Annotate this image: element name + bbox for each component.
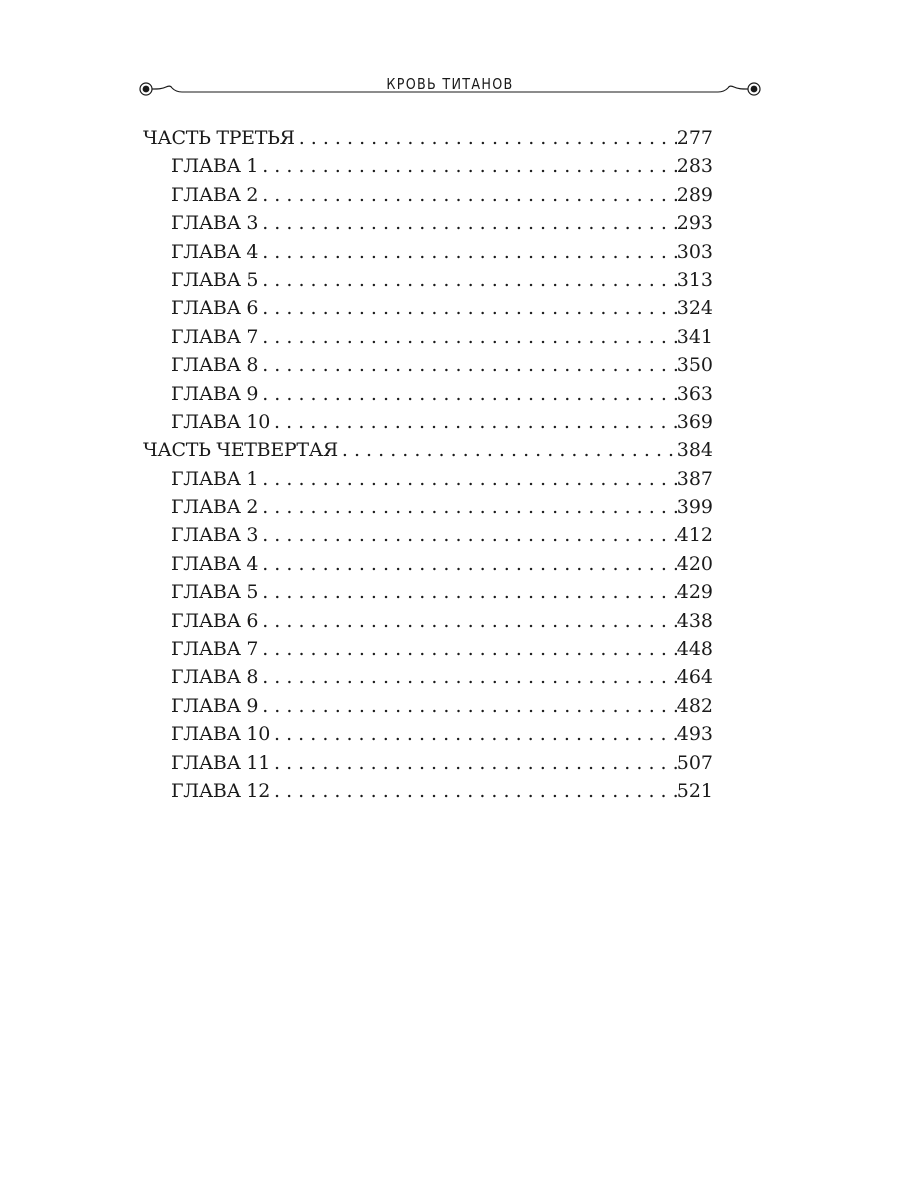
toc-leader-dots — [258, 663, 677, 691]
toc-leader-dots — [258, 380, 677, 408]
toc-leader-dots — [258, 351, 677, 379]
toc-page-number: 482 — [676, 694, 713, 717]
toc-page-number: 313 — [676, 268, 713, 291]
toc-chapter-title: ГЛАВА 9 — [171, 382, 259, 405]
toc-leader-dots — [338, 436, 677, 464]
toc-chapter-title: ГЛАВА 7 — [171, 325, 259, 348]
toc-page-number: 369 — [676, 410, 713, 433]
toc-chapter-title: ГЛАВА 5 — [171, 268, 259, 291]
toc-chapter-row — [143, 493, 713, 521]
toc-chapter-row — [143, 607, 713, 635]
toc-part-row — [143, 124, 713, 152]
toc-leader-dots — [295, 124, 677, 152]
toc-page-number: 493 — [676, 723, 713, 746]
toc-chapter-row — [143, 663, 713, 691]
toc-part-title: ЧАСТЬ ТРЕТЬЯ — [143, 127, 295, 149]
toc-chapter-row — [143, 578, 713, 606]
toc-leader-dots — [258, 692, 677, 720]
toc-chapter-row — [143, 294, 713, 322]
toc-chapter-title: ГЛАВА 3 — [171, 524, 259, 547]
toc-chapter-title: ГЛАВА 4 — [171, 552, 259, 575]
toc-page-number: 387 — [676, 467, 713, 490]
toc-chapter-row — [143, 380, 713, 408]
toc-chapter-title: ГЛАВА 5 — [171, 581, 259, 604]
toc-leader-dots — [258, 238, 677, 266]
toc-chapter-row — [143, 749, 713, 777]
toc-leader-dots — [258, 550, 677, 578]
toc-chapter-title: ГЛАВА 1 — [171, 467, 259, 490]
toc-leader-dots — [258, 635, 677, 663]
toc-page-number: 384 — [676, 439, 713, 462]
toc-chapter-row — [143, 720, 713, 748]
toc-leader-dots — [258, 181, 677, 209]
book-title: КРОВЬ ТИТАНОВ — [386, 75, 514, 93]
table-of-contents — [143, 124, 713, 805]
toc-chapter-row — [143, 465, 713, 493]
toc-chapter-title: ГЛАВА 1 — [171, 155, 259, 178]
toc-chapter-row — [143, 181, 713, 209]
toc-page-number: 363 — [676, 382, 713, 405]
toc-leader-dots — [258, 493, 677, 521]
toc-chapter-title: ГЛАВА 10 — [171, 723, 270, 746]
toc-chapter-row — [143, 635, 713, 663]
toc-leader-dots — [270, 720, 677, 748]
toc-chapter-title: ГЛАВА 7 — [171, 638, 259, 661]
toc-chapter-row — [143, 777, 713, 805]
toc-chapter-row — [143, 209, 713, 237]
toc-chapter-title: ГЛАВА 8 — [171, 354, 259, 377]
toc-page-number: 521 — [676, 779, 713, 802]
toc-leader-dots — [258, 607, 677, 635]
toc-part-title: ЧАСТЬ ЧЕТВЕРТАЯ — [143, 439, 338, 462]
toc-chapter-row — [143, 550, 713, 578]
toc-page-number: 283 — [676, 155, 713, 178]
toc-chapter-title: ГЛАВА 6 — [171, 297, 259, 320]
toc-chapter-title: ГЛАВА 4 — [171, 240, 259, 263]
toc-chapter-title: ГЛАВА 12 — [171, 779, 270, 802]
running-header — [138, 72, 762, 108]
toc-page-number: 277 — [676, 127, 713, 149]
toc-chapter-title: ГЛАВА 2 — [171, 496, 259, 519]
toc-chapter-title: ГЛАВА 10 — [171, 410, 270, 433]
toc-page-number: 507 — [676, 751, 713, 774]
toc-page-number: 438 — [676, 609, 713, 632]
toc-leader-dots — [258, 521, 677, 549]
toc-page-number: 350 — [676, 354, 713, 377]
toc-page-number: 464 — [676, 666, 713, 689]
toc-chapter-title: ГЛАВА 11 — [171, 751, 270, 774]
toc-leader-dots — [270, 777, 677, 805]
toc-leader-dots — [258, 209, 677, 237]
toc-chapter-row — [143, 521, 713, 549]
toc-chapter-row — [143, 408, 713, 436]
toc-chapter-row — [143, 323, 713, 351]
toc-page-number: 293 — [676, 212, 713, 235]
toc-chapter-title: ГЛАВА 3 — [171, 212, 259, 235]
toc-leader-dots — [258, 578, 677, 606]
toc-chapter-row — [143, 266, 713, 294]
toc-page-number: 399 — [676, 496, 713, 519]
toc-leader-dots — [270, 749, 677, 777]
toc-page-number: 448 — [676, 638, 713, 661]
toc-page-number: 289 — [676, 183, 713, 206]
toc-page-number: 324 — [676, 297, 713, 320]
toc-chapter-title: ГЛАВА 8 — [171, 666, 259, 689]
toc-chapter-title: ГЛАВА 6 — [171, 609, 259, 632]
toc-chapter-row — [143, 152, 713, 180]
toc-page-number: 420 — [676, 552, 713, 575]
toc-chapter-row — [143, 351, 713, 379]
toc-leader-dots — [258, 294, 677, 322]
toc-chapter-title: ГЛАВА 2 — [171, 183, 259, 206]
toc-page-number: 412 — [676, 524, 713, 547]
toc-page-number: 341 — [676, 325, 713, 348]
toc-leader-dots — [270, 408, 677, 436]
toc-chapter-title: ГЛАВА 9 — [171, 694, 259, 717]
toc-chapter-row — [143, 238, 713, 266]
toc-page-number: 303 — [676, 240, 713, 263]
toc-leader-dots — [258, 266, 677, 294]
toc-leader-dots — [258, 465, 677, 493]
toc-leader-dots — [258, 152, 677, 180]
toc-page-number: 429 — [676, 581, 713, 604]
toc-part-row — [143, 436, 713, 464]
toc-leader-dots — [258, 323, 677, 351]
toc-chapter-row — [143, 692, 713, 720]
